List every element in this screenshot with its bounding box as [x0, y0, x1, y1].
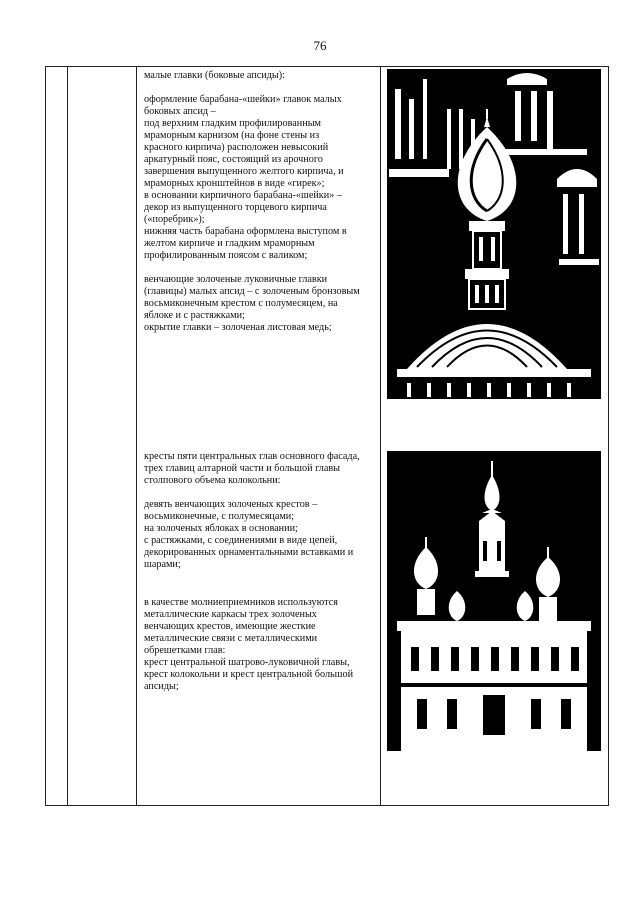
description-table	[45, 66, 609, 806]
table-column-divider	[67, 67, 68, 805]
section-heading: малые главки (боковые апсиды):	[144, 70, 285, 81]
church-facade-photo	[387, 451, 601, 751]
dome-closeup-photo	[387, 69, 601, 399]
section-paragraph: в качестве молниеприемников используются металлические каркасы трех золоченых венчающих крестов, имеющие жесткие металлические связи с металлическими обрешетками глав: крест центральной шатрово-луковичной главы, крест колокольни и крест центральной большой апсиды;	[144, 597, 354, 692]
section-small-domes-text	[144, 70, 376, 334]
section-paragraph: венчающие золоченые луковичные главки (главицы) малых апсид – с золоченым бронзовым восьмиконечным крестом с полумесяцем, на яблоке и с растяжками; окрытие главки – золоченая листовая медь;	[144, 274, 360, 333]
page-number: 76	[313, 38, 327, 53]
section-paragraph: оформление барабана-«шейки» главок малых боковых апсид – под верхним гладким профилированным мраморным карнизом (на фоне стены из красного кирпича) расположен невысокий аркатурный пояс, состоящий из арочного завершения выпущенного желтого кирпича, и мраморных кронштейнов в виде «гирек»; в основании кирпичного барабана-«шейки» – декор из выпущенного торцевого кирпича («поребрик»); нижняя часть барабана оформлена выступом в желтом кирпиче и гладким мраморным профилированным поясом с валиком;	[144, 94, 347, 261]
table-column-divider	[380, 67, 381, 805]
section-heading: кресты пяти центральных глав основного фасада, трех главиц алтарной части и большой главы столпового объема колокольни:	[144, 451, 360, 486]
section-crosses-text	[144, 451, 376, 693]
table-column-divider	[136, 67, 137, 805]
section-paragraph: девять венчающих золоченых крестов – восьмиконечные, с полумесяцами; на золоченых яблоках в основании; с растяжками, с соединениями в виде цепей, декорированных орнаментальными вставками и шарами;	[144, 499, 354, 570]
